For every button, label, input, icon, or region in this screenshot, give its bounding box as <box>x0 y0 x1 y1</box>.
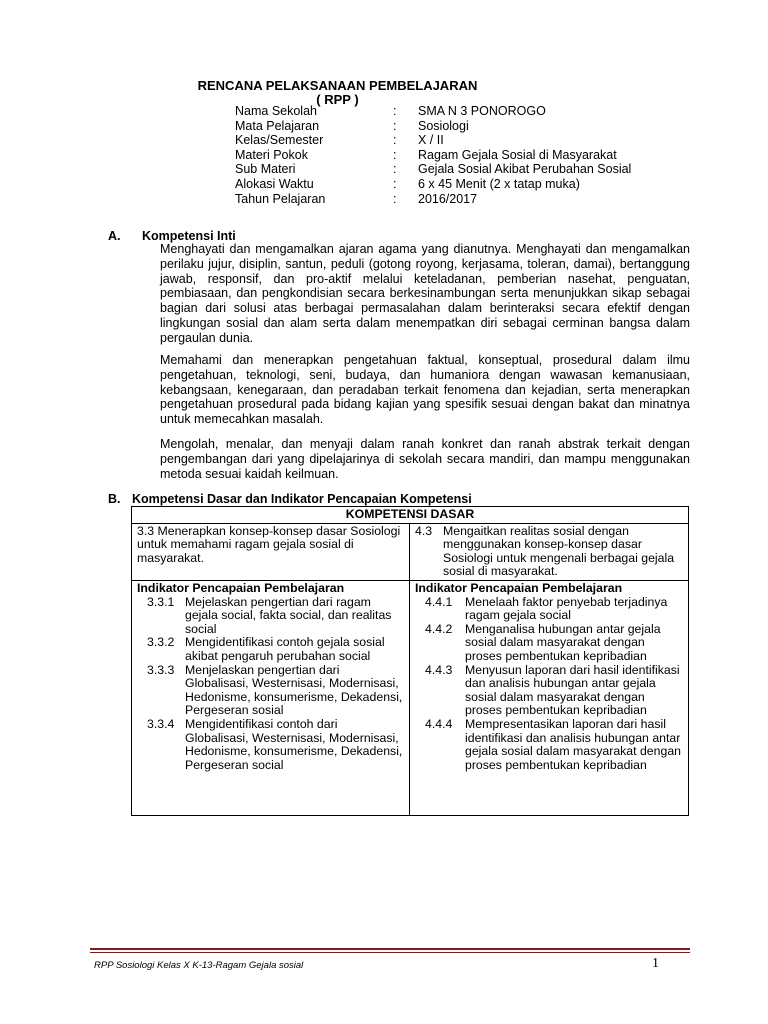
indikator-item <box>147 636 404 663</box>
indikator-number: 3.3.3 <box>147 662 175 677</box>
indikator-number: 3.3.4 <box>147 716 175 731</box>
indikator-right-list <box>415 596 683 773</box>
meta-colon: : <box>393 191 397 206</box>
meta-label: Tahun Pelajaran <box>235 191 326 206</box>
footer-text: RPP Sosiologi Kelas X K-13-Ragam Gejala sosial <box>94 960 304 971</box>
page-number: 1 <box>652 956 659 971</box>
indikator-number: 4.4.4 <box>425 716 453 731</box>
meta-label: Nama Sekolah <box>235 104 317 118</box>
meta-label: Sub Materi <box>235 162 296 177</box>
section-b-letter: B. <box>108 492 121 506</box>
kd-left-cell <box>132 523 410 580</box>
indikator-right-title: Indikator Pencapaian Pembelajaran <box>415 580 623 595</box>
indikator-left-title: Indikator Pencapaian Pembelajaran <box>137 580 345 595</box>
meta-value: 6 x 45 Menit (2 x tatap muka) <box>418 176 580 191</box>
meta-label: Mata Pelajaran <box>235 118 320 133</box>
indikator-item <box>147 664 404 718</box>
meta-row <box>235 177 631 192</box>
meta-colon: : <box>393 118 397 133</box>
meta-row <box>235 162 631 177</box>
indikator-text: Menyusun laporan dari hasil identifikasi dan analisis hubungan antar gejala sosial dalam masyarakat dengan proses pembentukan kepribadian <box>465 662 680 718</box>
meta-colon: : <box>393 104 397 118</box>
indikator-text: Mempresentasikan laporan dari hasil identifikasi dan analisis hubungan antar gejala sosial dalam masyarakat dengan proses pembentukan kepribadian <box>465 716 682 772</box>
footer-rule-thick <box>90 948 690 950</box>
meta-label: Alokasi Waktu <box>235 176 314 191</box>
meta-value: 2016/2017 <box>418 191 478 206</box>
indikator-left-cell <box>132 580 410 815</box>
indikator-item <box>425 664 683 718</box>
ki-paragraph-1: Menghayati dan mengamalkan ajaran agama yang dianutnya. Menghayati dan mengamalkan perilaku jujur, disiplin, santun, peduli (gotong royong, kerjasama, toleran, damai), bertanggung jawab, responsif, dan pro-aktif melalui keteladanan, pemberian nasehat, penguatan, pembiasaan, dan pengkondisian secara berkesinambungan serta menunjukkan sikap sebagai bagian dari solusi atas berbagai permasalahan dalam berinteraksi secara efektif dengan lingkungan sosial dan alam serta dalam menempatkan diri sebagai cerminan bangsa dalam pergaulan dunia. <box>160 242 690 345</box>
indikator-number: 3.3.2 <box>147 635 175 650</box>
kompetensi-dasar-table <box>131 506 689 816</box>
meta-row <box>235 119 631 134</box>
indikator-left-list <box>137 596 404 773</box>
meta-block <box>235 104 631 206</box>
ki-paragraph-3: Mengolah, menalar, dan menyaji dalam ranah konkret dan ranah abstrak terkait dengan pengembangan dari yang dipelajarinya di sekolah secara mandiri, dan mampu menggunakan metoda sesuai kaidah keilmuan. <box>160 437 690 481</box>
meta-value: SMA N 3 PONOROGO <box>418 104 546 118</box>
section-b-title: Kompetensi Dasar dan Indikator Pencapaian Kompetensi <box>132 492 472 506</box>
indikator-text: Menjelaskan pengertian dari Globalisasi, Westernisasi, Modernisasi, Hedonisme, konsumerisme, Dekadensi, Pergeseran sosial <box>185 662 403 718</box>
meta-value: Sosiologi <box>418 118 469 133</box>
document-title: RENCANA PELAKSANAAN PEMBELAJARAN <box>197 78 478 93</box>
meta-row <box>235 104 631 119</box>
indikator-number: 3.3.1 <box>147 594 175 609</box>
meta-value: X / II <box>418 133 444 148</box>
indikator-text: Menganalisa hubungan antar gejala sosial dalam masyarakat dengan proses pembentukan kepribadian <box>465 621 661 663</box>
document-subtitle: ( RPP ) <box>316 92 359 107</box>
meta-colon: : <box>393 133 397 148</box>
indikator-number: 4.4.2 <box>425 621 453 636</box>
indikator-item <box>147 596 404 637</box>
meta-colon: : <box>393 147 397 162</box>
indikator-text: Menelaah faktor penyebab terjadinya ragam gejala social <box>465 594 668 623</box>
indikator-right-cell <box>410 580 689 815</box>
kd-right-text: Mengaitkan realitas sosial dengan menggunakan konsep-konsep dasar Sosiologi untuk mengenali berbagai gejala sosial di masyarakat. <box>443 523 675 579</box>
footer-rule-thin <box>90 952 690 953</box>
section-a-letter: A. <box>108 229 121 243</box>
kd-right-number: 4.3 <box>415 523 433 538</box>
kd-left-text: 3.3 Menerapkan konsep-konsep dasar Sosiologi untuk memahami ragam gejala sosial di masyarakat. <box>137 523 401 565</box>
meta-colon: : <box>393 176 397 191</box>
meta-value: Gejala Sosial Akibat Perubahan Sosial <box>418 162 632 177</box>
meta-value: Ragam Gejala Sosial di Masyarakat <box>418 147 617 162</box>
indikator-text: Mejelaskan pengertian dari ragam gejala social, fakta social, dan realitas social <box>185 594 392 636</box>
indikator-number: 4.4.3 <box>425 662 453 677</box>
indikator-number: 4.4.1 <box>425 594 453 609</box>
ki-paragraph-2: Memahami dan menerapkan pengetahuan faktual, konseptual, prosedural dalam ilmu pengetahuan, teknologi, seni, budaya, dan humaniora dengan wawasan kemanusiaan, kebangsaan, kenegaraan, dan peradaban terkait fenomena dan kejadian, serta menerapkan pengetahuan prosedural pada bidang kajian yang spesifik sesuai dengan bakat dan minatnya untuk memecahkan masalah. <box>160 353 690 427</box>
indikator-text: Mengidentifikasi contoh gejala sosial akibat pengaruh perubahan social <box>185 635 385 663</box>
meta-colon: : <box>393 162 397 177</box>
indikator-text: Mengidentifikasi contoh dari Globalisasi, Westernisasi, Modernisasi, Hedonisme, konsumerisme, Dekadensi, Pergeseran social <box>185 716 403 772</box>
meta-row <box>235 133 631 148</box>
section-a-title: Kompetensi Inti <box>142 229 236 243</box>
meta-label: Materi Pokok <box>235 147 308 162</box>
indikator-item <box>147 718 404 772</box>
indikator-item <box>425 623 683 664</box>
table-header: KOMPETENSI DASAR <box>132 507 689 524</box>
kd-right-cell <box>410 523 689 580</box>
meta-row <box>235 192 631 207</box>
meta-label: Kelas/Semester <box>235 133 324 148</box>
indikator-item <box>425 596 683 623</box>
meta-row <box>235 148 631 163</box>
indikator-item <box>425 718 683 772</box>
